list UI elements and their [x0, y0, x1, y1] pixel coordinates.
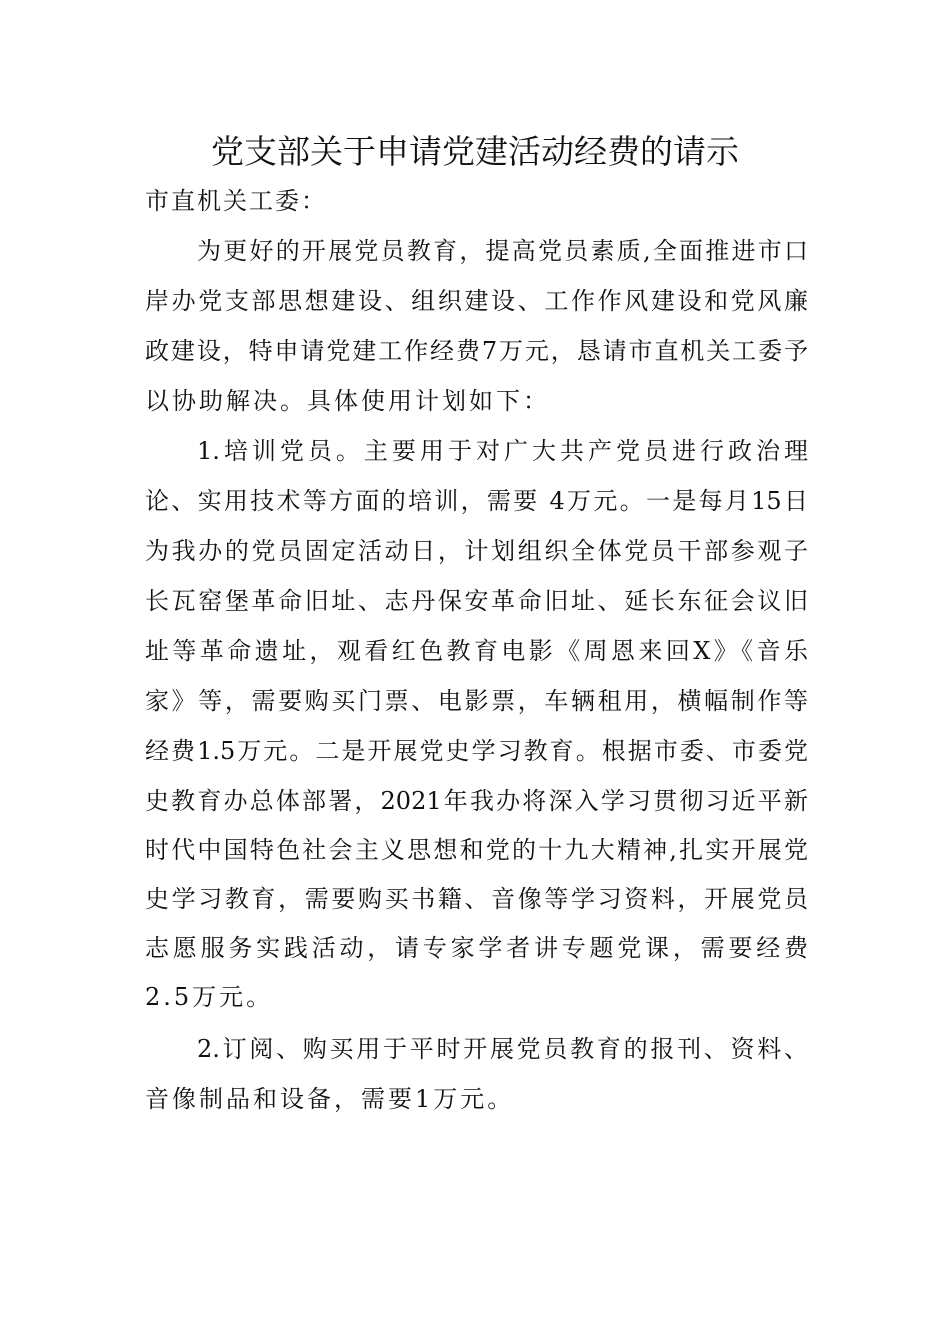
text-line: 论、实用技术等方面的培训，需要 4万元。一是每月15日 [145, 487, 808, 515]
text-line: 政建设，特申请党建工作经费7万元，恳请市直机关工委予 [145, 337, 808, 365]
text-line: 音像制品和设备，需要1万元。 [145, 1085, 515, 1113]
text-line: 经费1.5万元。二是开展党史学习教育。根据市委、市委党 [145, 737, 808, 765]
text-line: 史教育办总体部署，2021年我办将深入学习贯彻习近平新 [145, 787, 808, 815]
text-line: 岸办党支部思想建设、组织建设、工作作风建设和党风廉 [145, 287, 808, 315]
text-line: 时代中国特色社会主义思想和党的十九大精神,扎实开展党 [145, 836, 808, 864]
text-line: 2.订阅、购买用于平时开展党员教育的报刊、资料、 [197, 1035, 808, 1063]
text-line: 史学习教育，需要购买书籍、音像等学习资料，开展党员 [145, 885, 808, 913]
text-line: 为更好的开展党员教育，提高党员素质,全面推进市口 [197, 237, 808, 265]
text-line: 1.培训党员。主要用于对广大共产党员进行政治理 [197, 437, 808, 465]
salutation: 市直机关工委： [145, 187, 327, 215]
text-line: 址等革命遗址，观看红色教育电影《周恩来回X》《音乐 [145, 637, 808, 665]
text-line: 为我办的党员固定活动日，计划组织全体党员干部参观子 [145, 537, 808, 565]
text-line: 2.5万元。 [145, 983, 274, 1011]
text-line: 家》等，需要购买门票、电影票，车辆租用，横幅制作等 [145, 687, 808, 715]
text-line: 长瓦窑堡革命旧址、志丹保安革命旧址、延长东征会议旧 [145, 587, 808, 615]
text-line: 以协助解决。具体使用计划如下： [145, 387, 550, 415]
document-title: 党支部关于申请党建活动经费的请示 [211, 132, 739, 171]
text-line: 志愿服务实践活动，请专家学者讲专题党课，需要经费 [145, 934, 808, 962]
